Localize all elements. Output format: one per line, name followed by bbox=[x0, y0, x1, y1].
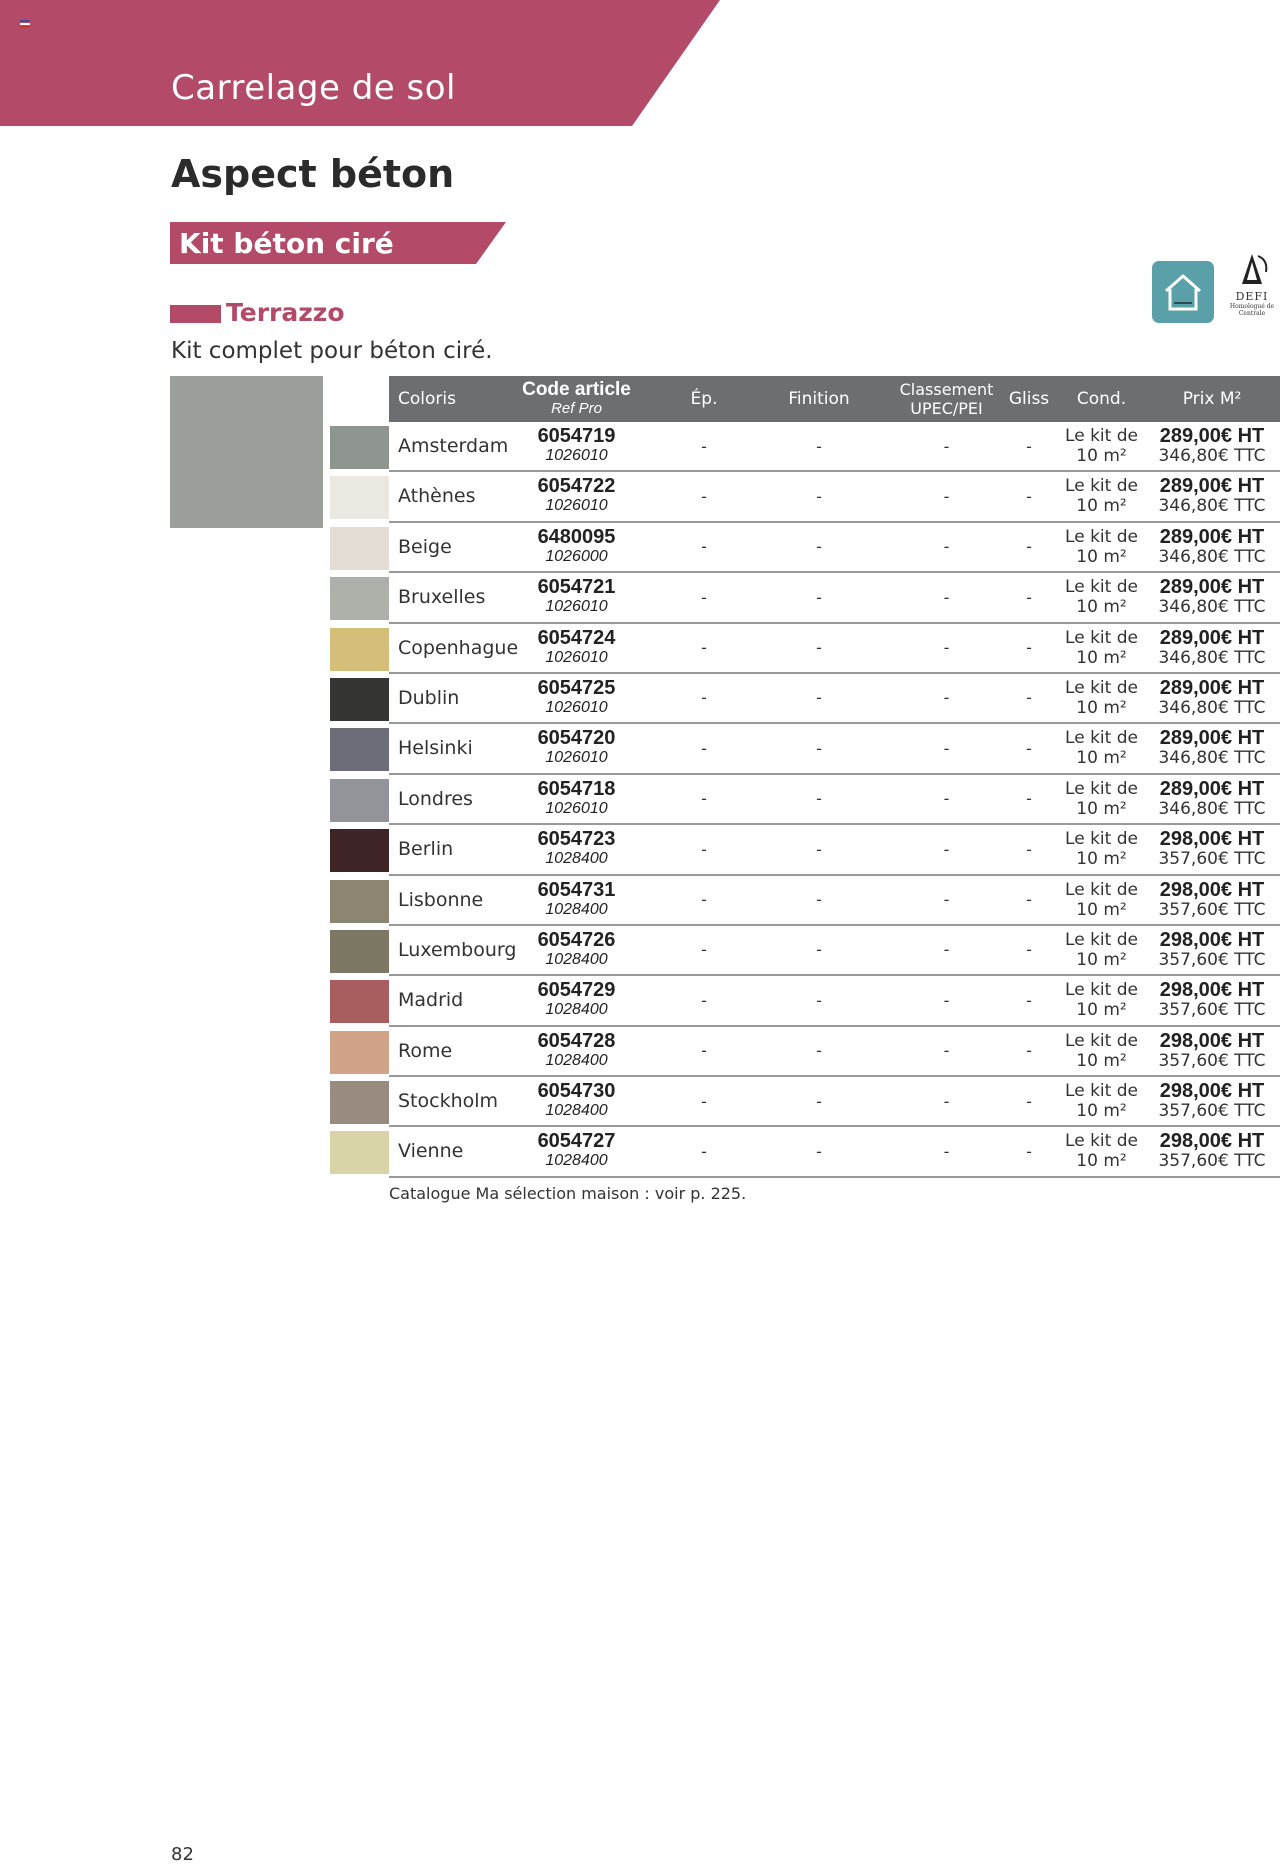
price-cell bbox=[1144, 472, 1280, 520]
article-code: 6054727 bbox=[537, 1130, 616, 1153]
ref-pro: 1026010 bbox=[545, 648, 608, 666]
code-cell bbox=[489, 523, 664, 571]
ref-pro: 1028400 bbox=[545, 900, 608, 918]
code-cell bbox=[489, 775, 664, 823]
price-ttc: 357,60€ TTC bbox=[1158, 899, 1266, 920]
price-ttc: 357,60€ TTC bbox=[1158, 1000, 1266, 1021]
cond-line-1: Le kit de bbox=[1065, 476, 1138, 497]
coloris-name: Helsinki bbox=[398, 737, 473, 760]
finition-value: - bbox=[816, 638, 822, 658]
article-code: 6054729 bbox=[537, 979, 616, 1002]
cond-line-2: 10 m² bbox=[1076, 1000, 1127, 1021]
product-description: Kit complet pour béton ciré. bbox=[171, 338, 493, 364]
color-swatch bbox=[330, 930, 389, 973]
price-cell bbox=[1144, 422, 1280, 470]
cond-cell bbox=[1059, 472, 1144, 520]
ref-pro: 1028400 bbox=[545, 1152, 608, 1170]
ep-value: - bbox=[701, 839, 707, 859]
flag-stripe-3 bbox=[20, 26, 30, 28]
code-cell bbox=[489, 1127, 664, 1175]
row-cells bbox=[389, 472, 1280, 522]
cond-line-1: Le kit de bbox=[1065, 426, 1138, 446]
cond-cell bbox=[1059, 674, 1144, 722]
cond-line-1: Le kit de bbox=[1065, 526, 1138, 547]
ep-value: - bbox=[701, 990, 707, 1010]
classement-value: - bbox=[943, 1041, 950, 1061]
table-row bbox=[330, 1127, 1280, 1177]
ep-value: - bbox=[701, 1091, 707, 1111]
coloris-name: Amsterdam bbox=[398, 435, 509, 457]
header-title: Carrelage de sol bbox=[171, 68, 456, 108]
price-cell bbox=[1144, 724, 1280, 772]
price-ht: 289,00€ HT bbox=[1159, 425, 1265, 447]
cond-line-2: 10 m² bbox=[1076, 496, 1127, 517]
table-row bbox=[330, 1027, 1280, 1077]
gliss-value: - bbox=[1026, 486, 1032, 506]
article-code: 6054718 bbox=[537, 777, 616, 800]
article-code: 6054721 bbox=[537, 576, 616, 599]
row-cells bbox=[389, 926, 1280, 976]
code-cell bbox=[489, 926, 664, 974]
classement-value: - bbox=[943, 587, 950, 607]
color-swatch bbox=[330, 577, 389, 620]
hero-swatch bbox=[170, 376, 323, 528]
price-ht: 289,00€ HT bbox=[1159, 777, 1265, 800]
price-ttc: 346,80€ TTC bbox=[1158, 798, 1266, 819]
cond-line-1: Le kit de bbox=[1065, 980, 1138, 1001]
color-swatch bbox=[330, 628, 389, 671]
ep-value: - bbox=[701, 789, 707, 809]
subsection-title: Terrazzo bbox=[226, 298, 345, 327]
price-ht: 298,00€ HT bbox=[1159, 878, 1265, 901]
header-classement-label: Classement bbox=[899, 380, 994, 399]
price-cell bbox=[1144, 523, 1280, 571]
ref-pro: 1028400 bbox=[545, 1102, 608, 1120]
article-code: 6054723 bbox=[537, 828, 616, 851]
gliss-value: - bbox=[1026, 587, 1032, 607]
table-row bbox=[330, 674, 1280, 724]
cond-cell bbox=[1059, 775, 1144, 823]
price-ht: 289,00€ HT bbox=[1159, 676, 1265, 699]
cond-line-1: Le kit de bbox=[1065, 677, 1138, 698]
price-cell bbox=[1144, 926, 1280, 974]
cond-line-2: 10 m² bbox=[1076, 597, 1127, 618]
price-ttc: 357,60€ TTC bbox=[1158, 1050, 1266, 1071]
cond-line-1: Le kit de bbox=[1065, 829, 1138, 850]
cond-line-1: Le kit de bbox=[1065, 778, 1138, 799]
code-cell bbox=[489, 573, 664, 621]
price-ht: 298,00€ HT bbox=[1159, 928, 1265, 951]
table-header bbox=[389, 376, 1280, 422]
header-gliss: Gliss bbox=[1008, 388, 1050, 409]
classement-value: - bbox=[943, 638, 950, 658]
classement-value: - bbox=[943, 839, 950, 859]
finition-value: - bbox=[816, 486, 822, 506]
classement-value: - bbox=[943, 940, 950, 960]
color-swatch bbox=[330, 728, 389, 771]
price-ttc: 357,60€ TTC bbox=[1158, 1151, 1266, 1172]
cond-line-1: Le kit de bbox=[1065, 1081, 1138, 1102]
row-cells bbox=[389, 876, 1280, 926]
price-ttc: 346,80€ TTC bbox=[1158, 647, 1266, 668]
ref-pro: 1026010 bbox=[545, 698, 608, 716]
cond-cell bbox=[1059, 926, 1144, 974]
coloris-name: Dublin bbox=[398, 686, 460, 709]
table-row bbox=[330, 422, 1280, 472]
table-row bbox=[330, 1077, 1280, 1127]
cond-line-2: 10 m² bbox=[1076, 446, 1127, 466]
row-cells bbox=[389, 624, 1280, 674]
cond-line-2: 10 m² bbox=[1076, 899, 1127, 920]
cond-line-2: 10 m² bbox=[1076, 647, 1127, 668]
section-title: Aspect béton bbox=[171, 152, 455, 196]
article-code: 6054719 bbox=[537, 425, 616, 447]
finition-value: - bbox=[816, 940, 822, 960]
defi-emblem-icon bbox=[1232, 250, 1272, 290]
price-cell bbox=[1144, 674, 1280, 722]
table-row bbox=[330, 624, 1280, 674]
finition-value: - bbox=[816, 738, 822, 758]
table-row bbox=[330, 472, 1280, 522]
classement-value: - bbox=[943, 436, 950, 456]
table-row bbox=[330, 926, 1280, 976]
cond-line-2: 10 m² bbox=[1076, 1101, 1127, 1122]
price-ttc: 346,80€ TTC bbox=[1158, 597, 1266, 618]
classement-value: - bbox=[943, 789, 950, 809]
table-row bbox=[330, 825, 1280, 875]
row-cells bbox=[389, 1027, 1280, 1077]
row-cells bbox=[389, 523, 1280, 573]
ep-value: - bbox=[701, 537, 707, 557]
coloris-name: Londres bbox=[398, 787, 473, 810]
price-cell bbox=[1144, 624, 1280, 672]
coloris-name: Beige bbox=[398, 535, 452, 558]
flag-stripe-2 bbox=[20, 23, 30, 25]
table-row bbox=[330, 724, 1280, 774]
price-cell bbox=[1144, 775, 1280, 823]
code-cell bbox=[489, 624, 664, 672]
price-cell bbox=[1144, 1027, 1280, 1075]
cond-line-2: 10 m² bbox=[1076, 798, 1127, 819]
ep-value: - bbox=[701, 940, 707, 960]
article-code: 6054730 bbox=[537, 1080, 616, 1103]
row-cells bbox=[389, 825, 1280, 875]
cond-line-2: 10 m² bbox=[1076, 1151, 1127, 1172]
header-prix: Prix M² bbox=[1182, 388, 1242, 409]
code-cell bbox=[489, 976, 664, 1024]
cond-line-1: Le kit de bbox=[1065, 577, 1138, 598]
ref-pro: 1026010 bbox=[545, 497, 608, 515]
article-code: 6054726 bbox=[537, 928, 616, 951]
ref-pro: 1026010 bbox=[545, 799, 608, 817]
finition-value: - bbox=[816, 1141, 822, 1161]
price-cell bbox=[1144, 825, 1280, 873]
header-ref-label: Ref Pro bbox=[551, 400, 602, 417]
price-ht: 298,00€ HT bbox=[1159, 1130, 1265, 1153]
coloris-name: Luxembourg bbox=[398, 938, 517, 961]
coloris-name: Athènes bbox=[398, 485, 476, 508]
defi-label: DEFI bbox=[1235, 290, 1269, 303]
cond-line-1: Le kit de bbox=[1065, 728, 1138, 749]
price-ttc: 357,60€ TTC bbox=[1158, 1101, 1266, 1122]
price-cell bbox=[1144, 1077, 1280, 1125]
price-ttc: 346,80€ TTC bbox=[1158, 546, 1266, 567]
finition-value: - bbox=[816, 537, 822, 557]
coloris-name: Stockholm bbox=[398, 1090, 499, 1113]
price-ttc: 357,60€ TTC bbox=[1158, 849, 1266, 870]
article-code: 6054722 bbox=[537, 475, 616, 498]
classement-value: - bbox=[943, 537, 950, 557]
ref-pro: 1028400 bbox=[545, 850, 608, 868]
color-swatch bbox=[330, 476, 389, 519]
kit-title: Kit béton ciré bbox=[179, 227, 394, 260]
code-cell bbox=[489, 876, 664, 924]
gliss-value: - bbox=[1026, 688, 1032, 708]
code-cell bbox=[489, 674, 664, 722]
row-cells bbox=[389, 1127, 1280, 1177]
house-icon bbox=[1152, 261, 1214, 323]
ep-value: - bbox=[701, 890, 707, 910]
gliss-value: - bbox=[1026, 890, 1032, 910]
cond-line-1: Le kit de bbox=[1065, 1030, 1138, 1051]
price-ttc: 346,80€ TTC bbox=[1158, 697, 1266, 718]
ep-value: - bbox=[701, 436, 707, 456]
header-code-label: Code article bbox=[522, 379, 631, 400]
price-ttc: 346,80€ TTC bbox=[1158, 446, 1266, 466]
row-cells bbox=[389, 1077, 1280, 1127]
header-upec-label: UPEC/PEI bbox=[910, 399, 983, 418]
cond-line-1: Le kit de bbox=[1065, 627, 1138, 648]
row-cells bbox=[389, 724, 1280, 774]
code-cell bbox=[489, 825, 664, 873]
table-body bbox=[330, 422, 1280, 1178]
color-swatch bbox=[330, 980, 389, 1023]
table-row bbox=[330, 523, 1280, 573]
header-coloris: Coloris bbox=[398, 388, 456, 409]
table-row bbox=[330, 976, 1280, 1026]
coloris-name: Bruxelles bbox=[398, 586, 486, 609]
defi-logo bbox=[1224, 250, 1280, 322]
color-swatch bbox=[330, 678, 389, 721]
gliss-value: - bbox=[1026, 940, 1032, 960]
row-cells bbox=[389, 573, 1280, 623]
code-cell bbox=[489, 422, 664, 470]
color-swatch bbox=[330, 1131, 389, 1174]
article-code: 6054720 bbox=[537, 727, 616, 750]
cond-cell bbox=[1059, 876, 1144, 924]
flag-stripe-1 bbox=[20, 20, 30, 22]
price-ht: 289,00€ HT bbox=[1159, 475, 1265, 498]
ref-pro: 1026000 bbox=[545, 547, 608, 565]
article-code: 6054731 bbox=[537, 878, 616, 901]
price-ht: 298,00€ HT bbox=[1159, 828, 1265, 851]
price-ttc: 346,80€ TTC bbox=[1158, 496, 1266, 517]
header-ep: Ép. bbox=[690, 388, 718, 409]
cond-line-2: 10 m² bbox=[1076, 1050, 1127, 1071]
price-ht: 298,00€ HT bbox=[1159, 979, 1265, 1002]
ref-pro: 1028400 bbox=[545, 1001, 608, 1019]
cond-cell bbox=[1059, 1127, 1144, 1175]
ep-value: - bbox=[701, 486, 707, 506]
header-classement bbox=[894, 376, 999, 422]
color-swatch bbox=[330, 1081, 389, 1124]
cond-line-1: Le kit de bbox=[1065, 929, 1138, 950]
color-swatch bbox=[330, 829, 389, 872]
gliss-value: - bbox=[1026, 1091, 1032, 1111]
article-code: 6480095 bbox=[537, 525, 616, 548]
cond-cell bbox=[1059, 573, 1144, 621]
ref-pro: 1026010 bbox=[545, 749, 608, 767]
finition-value: - bbox=[816, 1091, 822, 1111]
cond-line-2: 10 m² bbox=[1076, 748, 1127, 769]
ref-pro: 1028400 bbox=[545, 1051, 608, 1069]
ref-pro: 1028400 bbox=[545, 950, 608, 968]
classement-value: - bbox=[943, 486, 950, 506]
price-ht: 298,00€ HT bbox=[1159, 1029, 1265, 1052]
finition-value: - bbox=[816, 1041, 822, 1061]
color-swatch bbox=[330, 426, 389, 469]
finition-value: - bbox=[816, 789, 822, 809]
coloris-name: Vienne bbox=[398, 1140, 464, 1163]
coloris-name: Berlin bbox=[398, 838, 454, 861]
color-swatch bbox=[330, 527, 389, 570]
cond-line-2: 10 m² bbox=[1076, 849, 1127, 870]
classement-value: - bbox=[943, 738, 950, 758]
gliss-value: - bbox=[1026, 990, 1032, 1010]
table-row bbox=[330, 775, 1280, 825]
color-swatch bbox=[330, 1031, 389, 1074]
gliss-value: - bbox=[1026, 537, 1032, 557]
cond-cell bbox=[1059, 825, 1144, 873]
cond-line-1: Le kit de bbox=[1065, 879, 1138, 900]
ep-value: - bbox=[701, 1141, 707, 1161]
gliss-value: - bbox=[1026, 1141, 1032, 1161]
ep-value: - bbox=[701, 1041, 707, 1061]
color-swatch bbox=[330, 880, 389, 923]
finition-value: - bbox=[816, 436, 822, 456]
cond-cell bbox=[1059, 976, 1144, 1024]
price-cell bbox=[1144, 876, 1280, 924]
price-ht: 289,00€ HT bbox=[1159, 727, 1265, 750]
coloris-name: Lisbonne bbox=[398, 888, 484, 911]
cond-line-2: 10 m² bbox=[1076, 546, 1127, 567]
cond-line-1: Le kit de bbox=[1065, 1131, 1138, 1152]
cond-cell bbox=[1059, 1077, 1144, 1125]
footnote: Catalogue Ma sélection maison : voir p. 225. bbox=[389, 1184, 747, 1203]
gliss-value: - bbox=[1026, 789, 1032, 809]
price-ht: 289,00€ HT bbox=[1159, 525, 1265, 548]
finition-value: - bbox=[816, 890, 822, 910]
gliss-value: - bbox=[1026, 839, 1032, 859]
ep-value: - bbox=[701, 688, 707, 708]
coloris-name: Copenhague bbox=[398, 636, 519, 659]
flag-icon bbox=[20, 20, 30, 28]
coloris-name: Rome bbox=[398, 1039, 453, 1062]
cond-line-2: 10 m² bbox=[1076, 697, 1127, 718]
ref-pro: 1026010 bbox=[545, 447, 608, 464]
code-cell bbox=[489, 1027, 664, 1075]
ep-value: - bbox=[701, 638, 707, 658]
page-number: 82 bbox=[171, 1844, 194, 1865]
classement-value: - bbox=[943, 890, 950, 910]
gliss-value: - bbox=[1026, 436, 1032, 456]
cond-cell bbox=[1059, 422, 1144, 470]
code-cell bbox=[489, 724, 664, 772]
ep-value: - bbox=[701, 587, 707, 607]
classement-value: - bbox=[943, 688, 950, 708]
cond-line-2: 10 m² bbox=[1076, 949, 1127, 970]
finition-value: - bbox=[816, 990, 822, 1010]
gliss-value: - bbox=[1026, 738, 1032, 758]
price-ttc: 357,60€ TTC bbox=[1158, 949, 1266, 970]
price-ttc: 346,80€ TTC bbox=[1158, 748, 1266, 769]
header-cond: Cond. bbox=[1076, 388, 1127, 409]
cond-cell bbox=[1059, 523, 1144, 571]
cond-cell bbox=[1059, 724, 1144, 772]
article-code: 6054725 bbox=[537, 676, 616, 699]
price-cell bbox=[1144, 976, 1280, 1024]
row-cells bbox=[389, 422, 1280, 472]
classement-value: - bbox=[943, 1091, 950, 1111]
color-swatch bbox=[330, 779, 389, 822]
row-cells bbox=[389, 976, 1280, 1026]
classement-value: - bbox=[943, 1141, 950, 1161]
gliss-value: - bbox=[1026, 638, 1032, 658]
subsection-marker bbox=[170, 305, 221, 323]
price-cell bbox=[1144, 1127, 1280, 1175]
price-ht: 289,00€ HT bbox=[1159, 626, 1265, 649]
ref-pro: 1026010 bbox=[545, 598, 608, 616]
table-row bbox=[330, 573, 1280, 623]
row-cells bbox=[389, 775, 1280, 825]
article-code: 6054728 bbox=[537, 1029, 616, 1052]
code-cell bbox=[489, 472, 664, 520]
price-ht: 298,00€ HT bbox=[1159, 1080, 1265, 1103]
product-table bbox=[330, 376, 1280, 1178]
finition-value: - bbox=[816, 587, 822, 607]
code-cell bbox=[489, 1077, 664, 1125]
finition-value: - bbox=[816, 839, 822, 859]
defi-sub: Homologué de Centrale bbox=[1229, 303, 1275, 317]
article-code: 6054724 bbox=[537, 626, 616, 649]
header-code bbox=[489, 376, 664, 422]
table-row bbox=[330, 876, 1280, 926]
finition-value: - bbox=[816, 688, 822, 708]
classement-value: - bbox=[943, 990, 950, 1010]
header-finition: Finition bbox=[788, 388, 850, 409]
row-cells bbox=[389, 674, 1280, 724]
cond-cell bbox=[1059, 624, 1144, 672]
ep-value: - bbox=[701, 738, 707, 758]
cond-cell bbox=[1059, 1027, 1144, 1075]
price-cell bbox=[1144, 573, 1280, 621]
price-ht: 289,00€ HT bbox=[1159, 576, 1265, 599]
coloris-name: Madrid bbox=[398, 989, 464, 1012]
gliss-value: - bbox=[1026, 1041, 1032, 1061]
